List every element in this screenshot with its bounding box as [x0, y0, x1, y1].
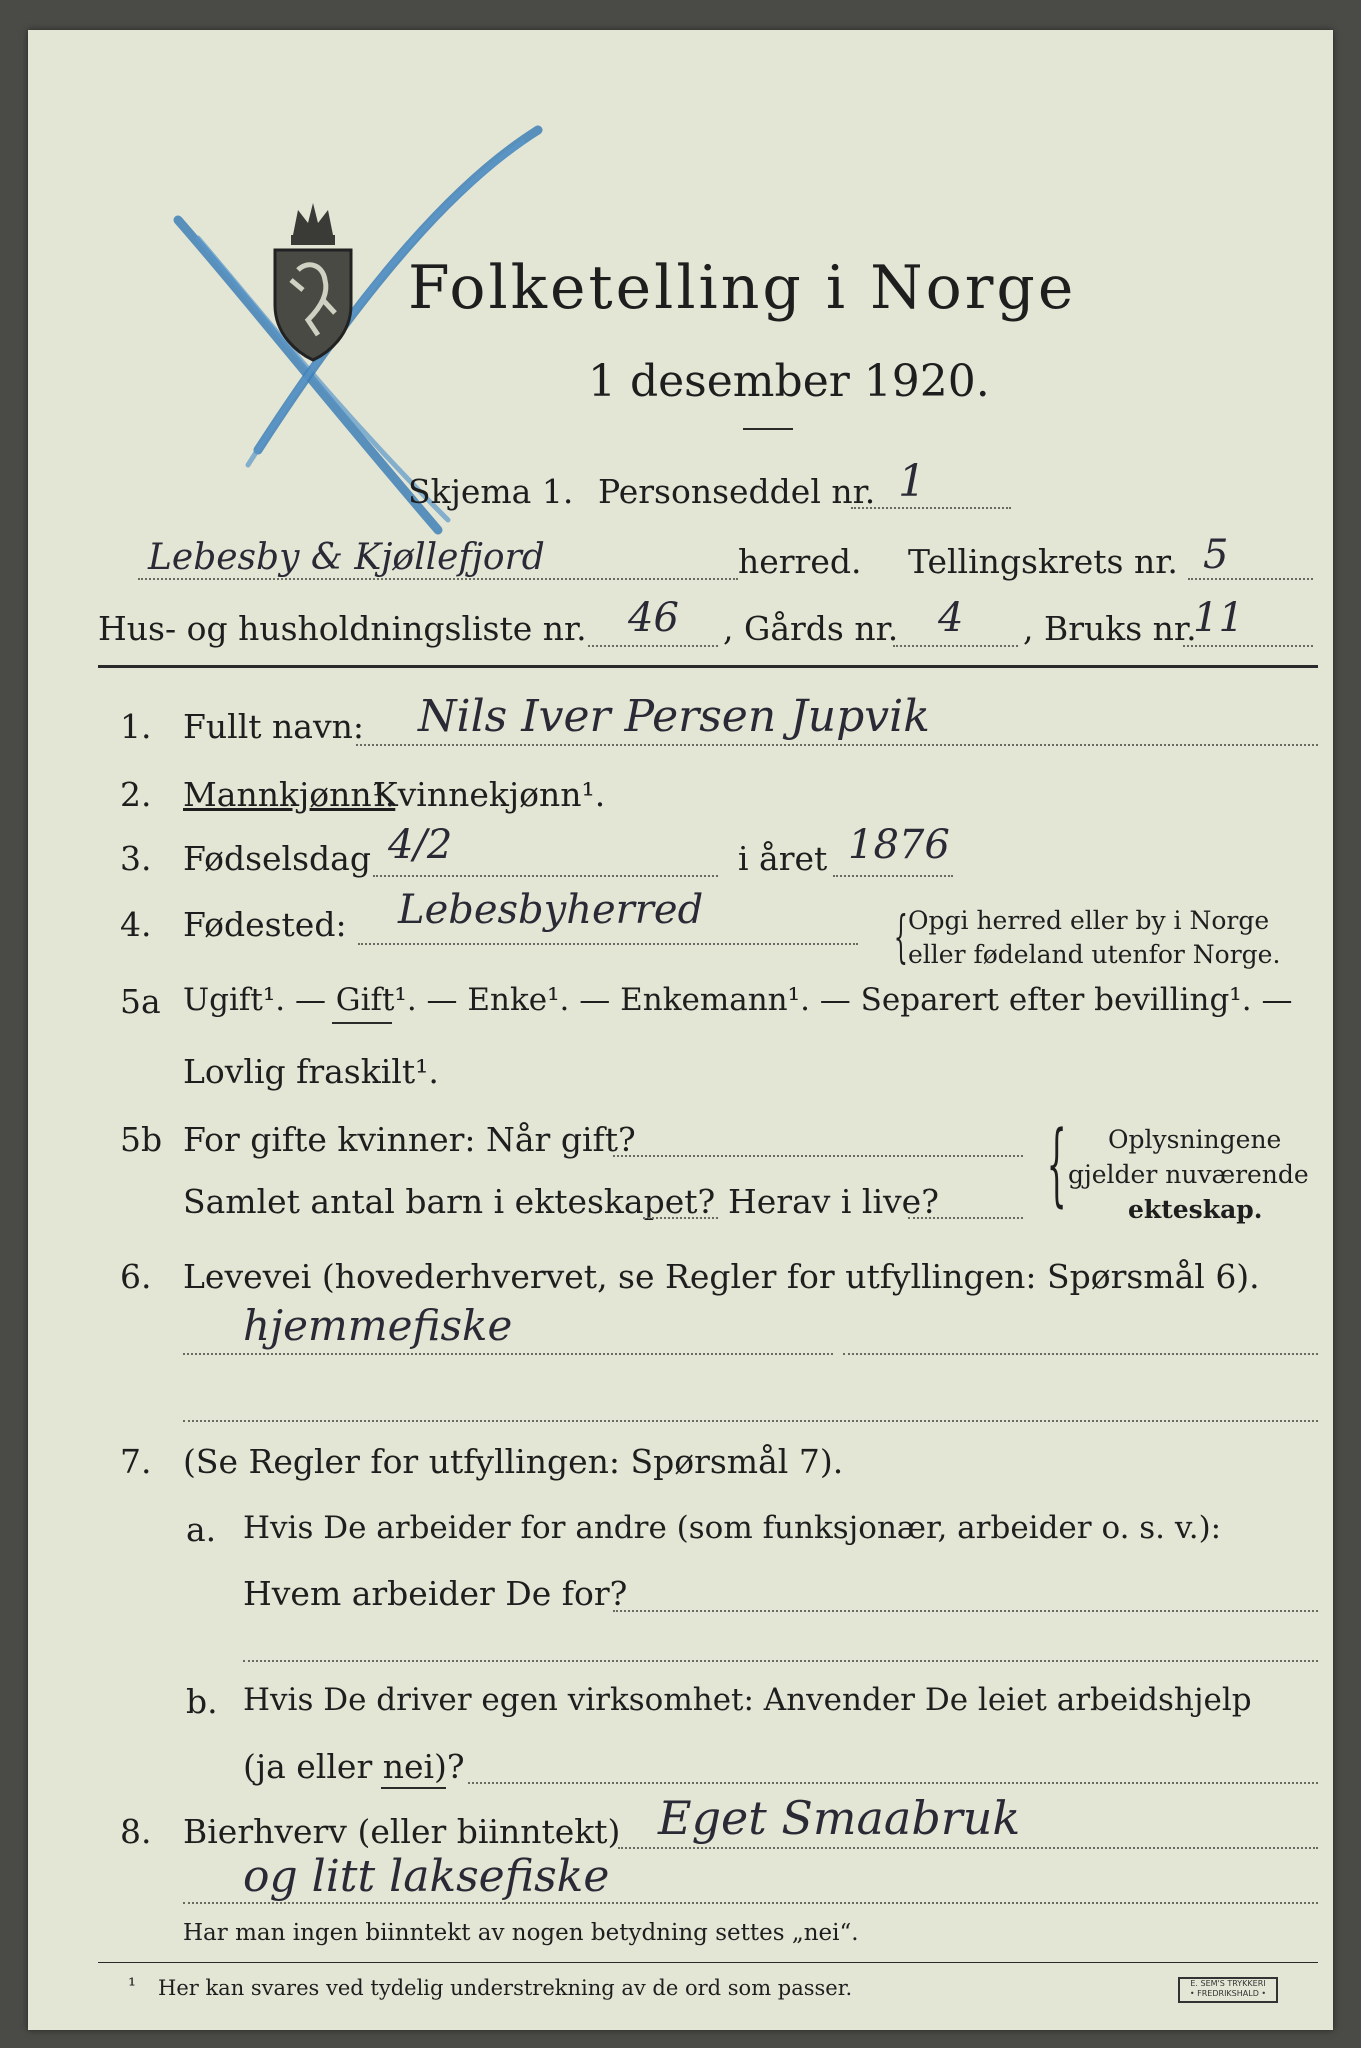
form-title: Folketelling i Norge: [408, 253, 1077, 323]
printer-stamp: [1178, 1977, 1278, 2003]
gards-label: , Gårds nr.: [723, 609, 899, 648]
header-rule: [98, 665, 1318, 668]
q8-value-1: Eget Smaabruk: [658, 1791, 1021, 1845]
q4-value: Lebesbyherred: [398, 887, 704, 933]
q1-value: Nils Iver Persen Jupvik: [418, 691, 930, 742]
q2-male: Mannkjønn¹.: [183, 775, 396, 814]
skjema-label: Skjema 1.: [408, 472, 574, 511]
q7-label: (Se Regler for utfyllingen: Spørsmål 7).: [183, 1442, 844, 1481]
q2-female: Kvinnekjønn¹.: [373, 775, 606, 814]
tellingskrets-value: 5: [1203, 532, 1229, 578]
personseddel-label: Personseddel nr.: [598, 472, 876, 511]
q7-number: 7.: [120, 1442, 152, 1481]
personseddel-value: 1: [898, 456, 926, 507]
q5b-label-3: Herav i live?: [728, 1182, 939, 1221]
q5b-note-3: ekteskap.: [1128, 1195, 1263, 1224]
q7a-line-2: Hvem arbeider De for?: [243, 1574, 628, 1613]
q6-number: 6.: [120, 1257, 152, 1296]
census-form: Folketelling i Norge 1 desember 1920. Skjema 1. Personseddel nr. 1 Lebesby & Kjøllefjord herred. Tellingskrets nr. 5 Hus- og husholdningsliste nr. 46 , Gårds nr. 4 , Bruks nr. 11 1. Fullt navn: Nils Iver Persen Jupvik 2. Mannkjønn¹. Kvinnekjønn¹. 3. Fødselsdag 4/2 i året 1876 4. Fødested: Lebesbyherred { Opgi herred eller by i Norge eller fødeland utenfor Norge. 5a Ugift¹. — Gift¹. — Enke¹. — Enkemann¹. — Separert efter bevilling¹. — Lovlig fraskilt¹. 5b For gifte kvinner: Når gift? Samlet antal barn i ekteskapet? Herav i live? { Oplysningene gjelder nuværende ekteskap. 6. Levevei (hovederhvervet, se Regler for utfyllingen: Spørsmål 6). hjemmefiske 7. (Se Regler for utfyllingen: Spørsmål 7). a. Hvis De arbeider for andre (som funksjonær, arbeider o. s. v.): Hvem arbeider De for? b. Hvis De driver egen virksomhet: Anvender De leiet arbeidshjelp (ja eller nei)? 8. Bierhverv (eller biinntekt) Eget Smaabruk og litt laksefiske Har man ingen biinntekt av nogen betydning settes „nei“. ¹ Her kan svares ved tydelig understrekning av de ord som passer. E. SEM'S TRYKKERI • FREDRIKSHALD •: [28, 30, 1333, 2030]
q5a-line-1: Ugift¹. — Gift¹. — Enke¹. — Enkemann¹. — Separert efter bevilling¹. —: [183, 982, 1293, 1018]
q5a-line-2: Lovlig fraskilt¹.: [183, 1052, 439, 1091]
q7b-letter: b.: [186, 1682, 218, 1721]
q8-value-2: og litt laksefiske: [243, 1851, 610, 1902]
q1-label: Fullt navn:: [183, 707, 364, 746]
gards-value: 4: [938, 595, 964, 641]
census-date: 1 desember 1920.: [588, 356, 990, 407]
q5b-label-2: Samlet antal barn i ekteskapet?: [183, 1182, 716, 1221]
q2-number: 2.: [120, 775, 152, 814]
q3-value: 4/2: [388, 822, 453, 868]
q3-number: 3.: [120, 839, 152, 878]
coat-of-arms-icon: [263, 195, 363, 365]
q3-year-value: 1876: [848, 822, 950, 868]
q5a-number: 5a: [120, 982, 161, 1021]
footnote-mark: ¹: [128, 1973, 137, 1997]
q8-note: Har man ingen biinntekt av nogen betydning settes „nei“.: [183, 1920, 859, 1946]
q8-label: Bierhverv (eller biinntekt): [183, 1812, 621, 1851]
q4-note-2: eller fødeland utenfor Norge.: [908, 940, 1281, 969]
q5b-note-1: Oplysningene: [1108, 1125, 1282, 1154]
q5b-label-1: For gifte kvinner: Når gift?: [183, 1120, 636, 1159]
printer-stamp-line-1: E. SEM'S TRYKKERI: [1190, 1979, 1266, 1988]
q8-number: 8.: [120, 1812, 152, 1851]
bruks-label: , Bruks nr.: [1023, 609, 1197, 648]
herred-label: herred.: [738, 542, 862, 581]
tellingskrets-label: Tellingskrets nr.: [908, 542, 1178, 581]
q6-value: hjemmefiske: [243, 1301, 513, 1350]
q3-year-label: i året: [738, 839, 828, 878]
q1-number: 1.: [120, 707, 152, 746]
bruks-value: 11: [1193, 595, 1244, 641]
q5b-note-2: gjelder nuværende: [1068, 1160, 1309, 1189]
q7a-letter: a.: [186, 1510, 217, 1549]
printer-stamp-line-2: • FREDRIKSHALD •: [1189, 1989, 1267, 1998]
gift-underline: [332, 1022, 392, 1024]
q7b-line-2: (ja eller nei)?: [243, 1747, 465, 1786]
husliste-label: Hus- og husholdningsliste nr.: [98, 609, 587, 648]
husliste-value: 46: [628, 595, 679, 641]
q6-label: Levevei (hovederhvervet, se Regler for utfyllingen: Spørsmål 6).: [183, 1257, 1260, 1296]
q4-note-1: Opgi herred eller by i Norge: [908, 906, 1270, 935]
q3-label: Fødselsdag: [183, 839, 371, 878]
nei-underline: [381, 1787, 446, 1789]
footnote-rule: [98, 1962, 1318, 1963]
herred-value: Lebesby & Kjøllefjord: [148, 537, 545, 578]
q4-number: 4.: [120, 905, 152, 944]
title-divider: [743, 428, 793, 430]
q4-label: Fødested:: [183, 905, 347, 944]
q5b-number: 5b: [120, 1120, 163, 1159]
footnote-text: Her kan svares ved tydelig understrekning av de ord som passer.: [158, 1976, 853, 2000]
q7a-line-1: Hvis De arbeider for andre (som funksjonær, arbeider o. s. v.):: [243, 1510, 1222, 1546]
q7b-line-1: Hvis De driver egen virksomhet: Anvender De leiet arbeidshjelp: [243, 1682, 1252, 1718]
